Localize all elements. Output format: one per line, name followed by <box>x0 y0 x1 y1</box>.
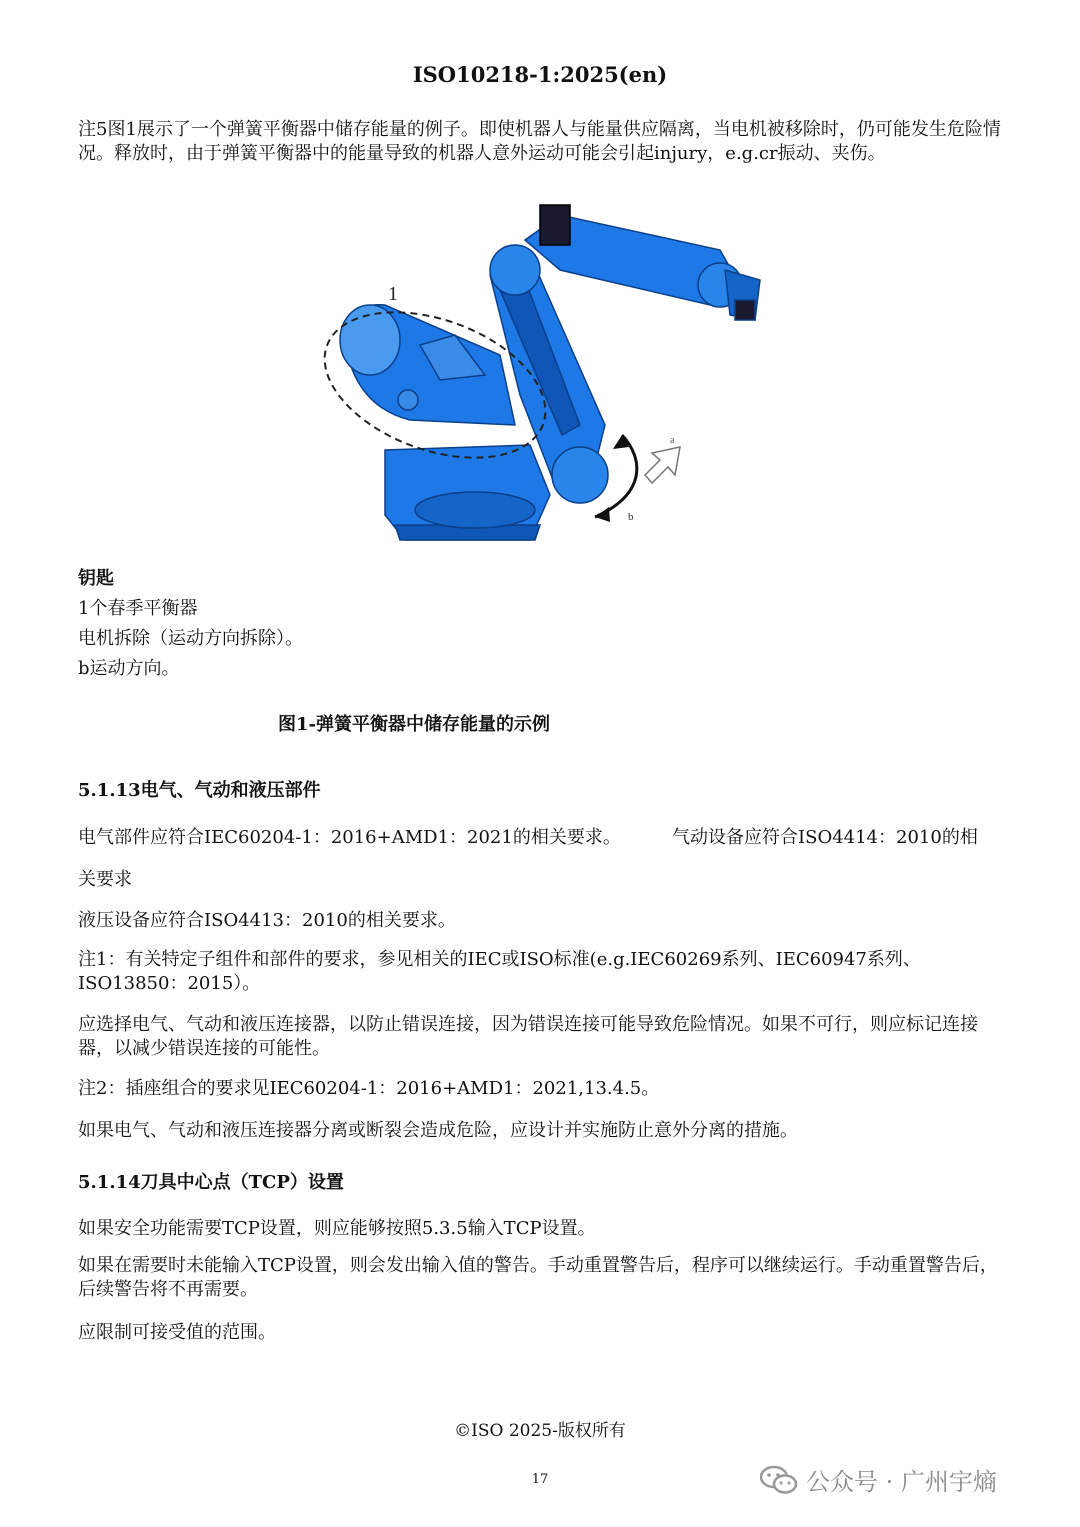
label-a: a <box>670 435 675 446</box>
section-5-1-14-para3: 应限制可接受值的范围。 <box>78 1322 276 1343</box>
watermark <box>760 1462 997 1497</box>
key-item-1: 1个春季平衡器 <box>78 598 198 619</box>
section-5-1-13-para1-cont: 关要求 <box>78 869 132 890</box>
note-1: 注1：有关特定子组件和部件的要求，参见相关的IEC或ISO标准(e.g.IEC60269系列、IEC60947系列、ISO13850：2015）。 <box>78 949 921 994</box>
section-5-1-13-para3: 应选择电气、气动和液压连接器，以防止错误连接，因为错误连接可能导致危险情况。如果不可行，则应标记连接器，以减少错误连接的可能性。 <box>78 1014 978 1059</box>
page-number: 17 <box>531 1472 549 1487</box>
section-5-1-13-para4: 如果电气、气动和液压连接器分离或断裂会造成危险，应设计并实施防止意外分离的措施。 <box>78 1120 798 1141</box>
section-5-1-14-heading: 5.1.14刀具中心点（TCP）设置 <box>78 1172 344 1193</box>
key-item-2: 电机拆除（运动方向拆除）。 <box>78 628 303 649</box>
key-heading: 钥匙 <box>78 568 114 589</box>
section-5-1-13-para1-part2: 气动设备应符合ISO4414：2010的相 <box>672 827 978 848</box>
note-5: 注5图1展示了一个弹簧平衡器中储存能量的例子。即使机器人与能量供应隔离，当电机被移除时，仍可能发生危险情况。释放时，由于弹簧平衡器中的能量导致的机器人意外运动可能会引起injury，e.g.cr振动、夹伤。 <box>78 119 1001 164</box>
document-title: ISO10218-1:2025(en) <box>412 62 668 87</box>
label-b: b <box>628 511 634 523</box>
wechat-icon <box>760 1465 798 1495</box>
section-5-1-13-para1-part1: 电气部件应符合IEC60204-1：2016+AMD1：2021的相关要求。 <box>78 827 621 848</box>
motion-arrow-a <box>645 447 680 483</box>
copyright-footer: ©ISO 2025-版权所有 <box>454 1421 626 1441</box>
key-item-3: b运动方向。 <box>78 658 180 679</box>
section-5-1-13-heading: 5.1.13电气、气动和液压部件 <box>78 780 321 801</box>
callout-1: 1 <box>388 283 398 305</box>
section-5-1-14-para2: 如果在需要时未能输入TCP设置，则会发出输入值的警告。手动重置警告后，程序可以继续运行。手动重置警告后，后续警告将不再需要。 <box>78 1255 998 1300</box>
watermark-text: 公众号 · 广州宇熵 <box>806 1468 997 1496</box>
note-2: 注2：插座组合的要求见IEC60204-1：2016+AMD1：2021,13.4.5。 <box>78 1078 660 1099</box>
robot-illustration <box>340 205 760 540</box>
figure-caption: 图1-弹簧平衡器中储存能量的示例 <box>278 714 550 735</box>
section-5-1-14-para1: 如果安全功能需要TCP设置，则应能够按照5.3.5输入TCP设置。 <box>78 1218 596 1239</box>
section-5-1-13-para2: 液压设备应符合ISO4413：2010的相关要求。 <box>78 910 456 931</box>
robot-figure <box>300 195 800 565</box>
